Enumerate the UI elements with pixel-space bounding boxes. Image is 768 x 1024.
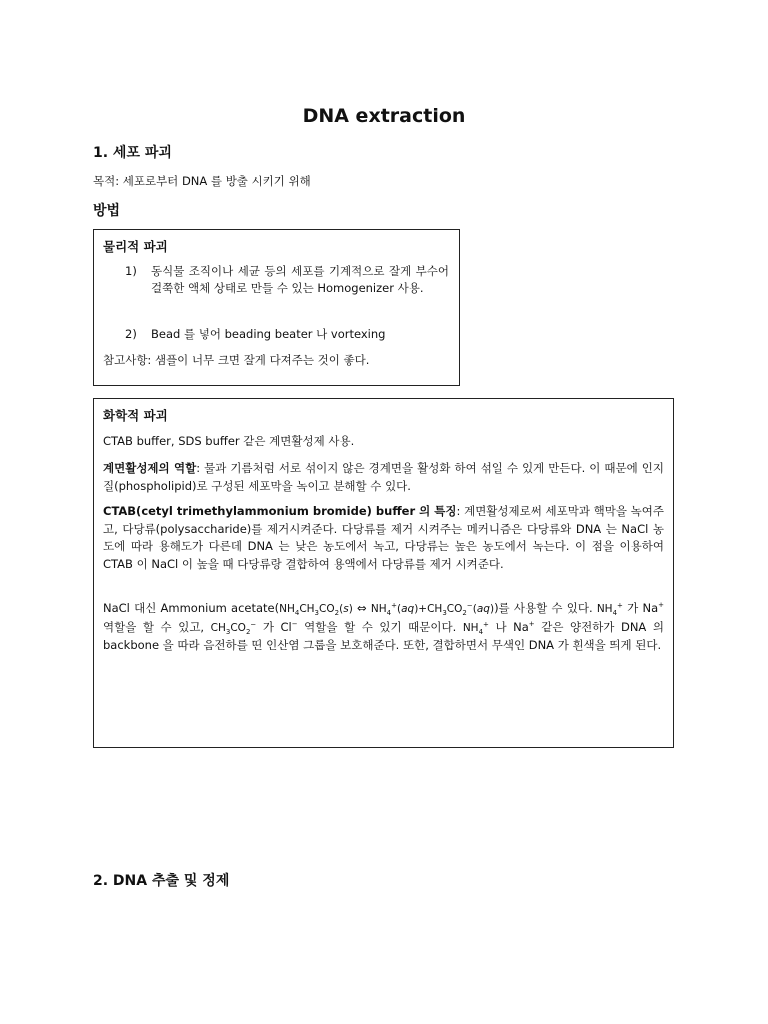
method-heading: 방법 [93, 203, 121, 219]
surfactant-role-label: 계면활성제의 역할 [103, 461, 197, 475]
surfactant-use-paragraph: CTAB buffer, SDS buffer 같은 계면활성제 사용. [103, 434, 355, 448]
ammonium-acetate-paragraph: NaCl 대신 Ammonium $acetate(NH_4CH_3CO_2(s)$ ⇔ $NH_4^+(aq)+CH_3CO_2^-(aq)$)를 사용할 수 있다. $NH_4^+$ 가 Na+ 역할을 할 수 있고, $CH_3CO_2^-$ 가 Cl− 역할을 할 수 있기 때문이다. $NH_4^+$ 나 Na+ 같은 양전하가 DNA 의 backbone 을 따라 음전하를 띤 인산염 그룹을 보호해준다. 또한, 결합하면서 무색인 DNA 가 흰색을 띄게 된다. [103, 601, 664, 652]
ctab-features-label: CTAB(cetyl trimethylammonium bromide) buffer 의 특징 [103, 504, 457, 518]
paragraph-text: NaCl 대신 Ammonium acetate( [103, 601, 280, 615]
surfactant-role-paragraph [103, 460, 664, 495]
section-2-heading: 2. DNA 추출 및 정제 [93, 873, 230, 889]
reference-note: 참고사항: 샘플이 너무 크면 잘게 다져주는 것이 좋다. [103, 353, 370, 367]
paragraph-text: )를 사용할 수 있다. [494, 601, 597, 615]
surfactant-role-text: : 물과 기름처럼 서로 섞이지 않은 경계면을 활성화 하여 섞일 수 있게 만든다. 이 때문에 인지질(phospholipid)로 구성된 세포막을 녹이고 분해할 수 있다. [103, 461, 664, 493]
chemical-formula: $CH_3CO_2^-$ [210, 620, 257, 636]
document-title: DNA extraction [302, 105, 466, 127]
physical-disruption-box [93, 229, 460, 386]
paragraph-text: 나 Na [488, 619, 529, 634]
equilibrium-arrow: ⇔ [352, 601, 371, 615]
list-item [125, 326, 449, 343]
chemical-formula: $NH_4^+$ [596, 601, 623, 618]
list-item-number: 2) [125, 327, 137, 341]
section-1-heading: 1. 세포 파괴 [93, 145, 172, 161]
ctab-features-paragraph [103, 503, 664, 573]
chemical-disruption-title: 화학적 파괴 [103, 408, 168, 423]
list-item [125, 263, 449, 297]
list-item-text: Bead 를 넣어 beading beater 나 vortexing [151, 327, 386, 341]
chemical-formula: $NH_4CH_3CO_2(s)$ [279, 603, 353, 618]
ctab-features-text: : 계면활성제로써 세포막과 핵막을 녹여주고, 다당류(polysaccharide)를 제거시켜준다. 다당류를 제거 시켜주는 메커니즘은 다당류와 DNA 는 NaCl 농도에 따라 용해도가 다른데 DNA 는 낮은 농도에서 녹고, 다당류는 높은 농도에서 녹는다. 이 점을 이용하여 CTAB 이 NaCl 이 높을 때 다당류랑 결합하여 용액에서 다당류를 제거 시켜준다. [103, 504, 664, 571]
list-item-text: 동식물 조직이나 세균 등의 세포를 기계적으로 잘게 부수어 걸쭉한 액체 상태로 만들 수 있는 Homogenizer 사용. [151, 264, 449, 295]
paragraph-text: 역할을 할 수 있기 때문이다. [297, 619, 463, 634]
physical-disruption-title: 물리적 파괴 [103, 239, 168, 254]
paragraph-text: 가 Cl [256, 619, 292, 634]
chemical-formula: $NH_4^+(aq)+CH_3CO_2^-(aq)$ [370, 601, 495, 618]
purpose-text: 목적: 세포로부터 DNA 를 방출 시키기 위해 [93, 174, 311, 188]
chemical-disruption-box [93, 398, 674, 748]
list-item-number: 1) [125, 264, 137, 278]
paragraph-text: 같은 양전하가 DNA 의 backbone 을 따라 음전하를 띤 인산염 그룹을 보호해준다. 또한, 결합하면서 무색인 DNA 가 흰색을 띄게 된다. [103, 619, 664, 652]
chemical-formula: $NH_4^+$ [462, 620, 489, 636]
paragraph-text: 가 Na [622, 601, 659, 615]
paragraph-text: 역할을 할 수 있고, [103, 619, 211, 634]
